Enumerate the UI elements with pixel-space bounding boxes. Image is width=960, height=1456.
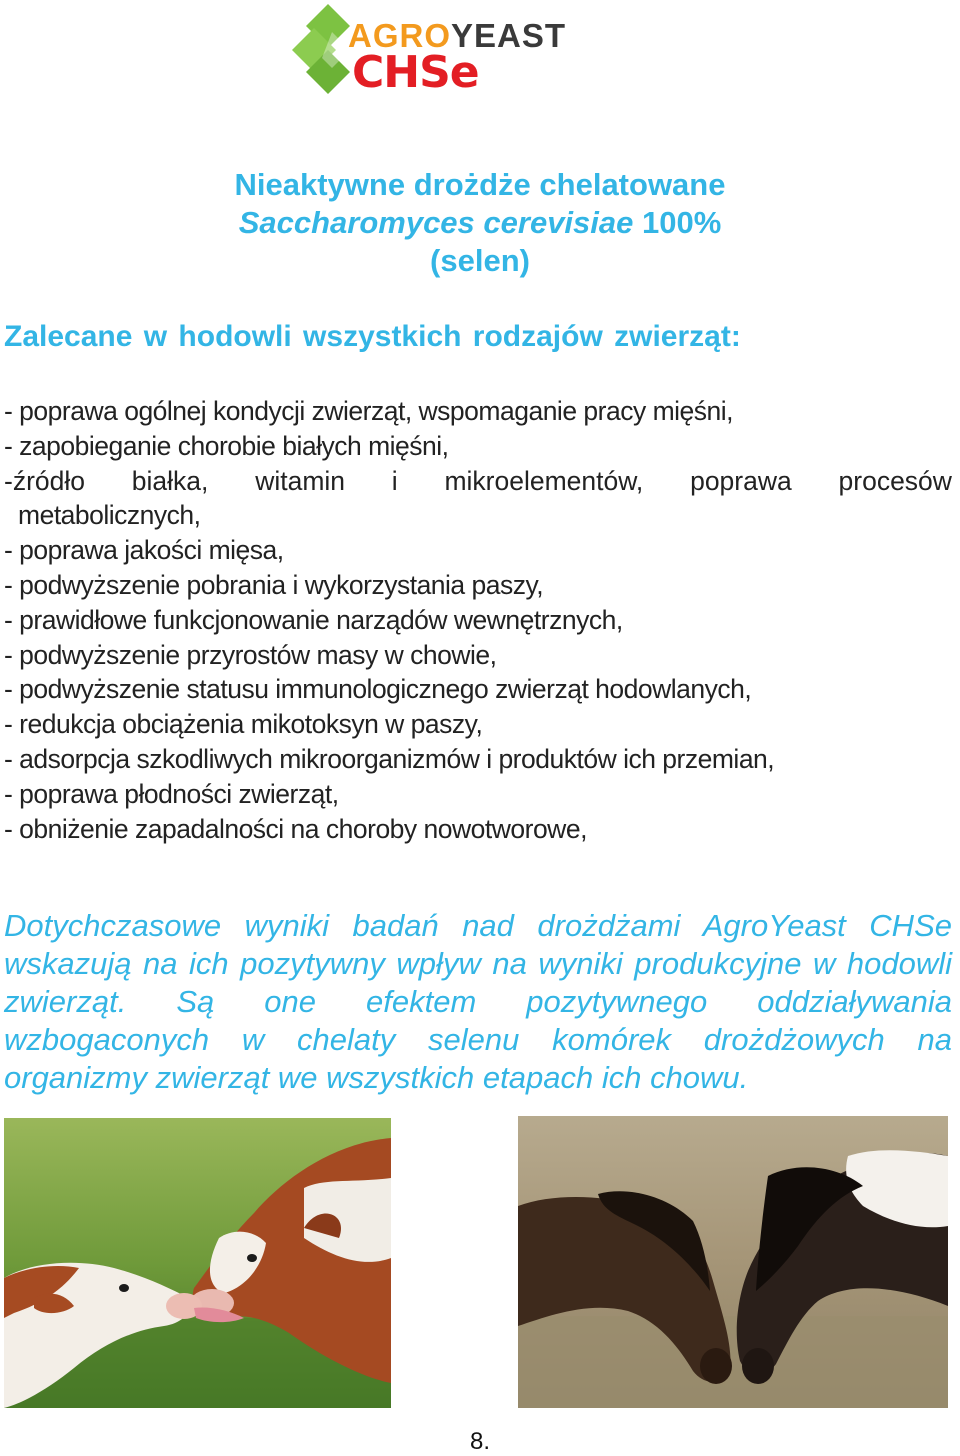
list-item <box>4 464 952 499</box>
list-item: - redukcja obciążenia mikotoksyn w paszy, <box>4 709 483 740</box>
list-item-word: -źródło <box>4 465 86 496</box>
cows-image <box>4 1118 391 1408</box>
recommended-heading: Zalecane w hodowli wszystkich rodzajów zwierząt: <box>4 320 741 353</box>
list-item: - podwyższenie statusu immunologicznego zwierząt hodowlanych, <box>4 674 752 705</box>
list-item: - prawidłowe funkcjonowanie narządów wewnętrznych, <box>4 604 623 635</box>
results-paragraph: Dotychczasowe wyniki badań nad drożdżami AgroYeast CHSe wskazują na ich pozytywny wpływ na wyniki produkcyjne w hodowli zwierząt. Są one efektem pozytywnego oddziaływania wzbogaconych w chelaty selenu komórek drożdżowych na organizmy zwierząt we wszystkich etapach ich chowu. <box>4 908 952 1095</box>
benefits-list <box>4 394 952 846</box>
logo-chse: CHSe <box>352 47 479 98</box>
title-line-3: (selen) <box>430 243 530 278</box>
list-item-word: witamin <box>255 465 346 496</box>
product-title <box>0 166 960 280</box>
list-item-word: mikroelementów, <box>444 465 644 496</box>
horses-photo <box>518 1116 948 1408</box>
list-item-word: i <box>391 465 398 496</box>
list-item: - poprawa płodności zwierząt, <box>4 778 339 809</box>
logo-yeast: YEAST <box>451 17 567 54</box>
title-line-2 <box>0 204 960 242</box>
list-item: - podwyższenie pobrania i wykorzystania paszy, <box>4 569 544 600</box>
title-percentage: 100% <box>633 205 722 240</box>
list-item-continuation: metabolicznych, <box>18 500 201 531</box>
list-item: - adsorpcja szkodliwych mikroorganizmów i produktów ich przemian, <box>4 743 775 774</box>
list-item: - poprawa jakości mięsa, <box>4 535 284 566</box>
logo-agro: AGRO <box>348 17 451 54</box>
list-item-word: procesów <box>838 465 952 496</box>
list-item: - podwyższenie przyrostów masy w chowie, <box>4 639 497 670</box>
title-line-1: Nieaktywne drożdże chelatowane <box>234 167 726 202</box>
cows-photo <box>4 1118 391 1408</box>
species-name: Saccharomyces cerevisiae <box>238 205 634 240</box>
list-item-word: poprawa <box>690 465 792 496</box>
list-item: - obniżenie zapadalności na choroby nowotworowe, <box>4 813 587 844</box>
list-item: - zapobieganie chorobie białych mięśni, <box>4 430 449 461</box>
agroyeast-logo <box>288 2 660 96</box>
list-item-word: białka, <box>131 465 209 496</box>
page-number: 8. <box>469 1428 490 1455</box>
list-item: - poprawa ogólnej kondycji zwierząt, wspomaganie pracy mięśni, <box>4 396 734 426</box>
horses-image <box>518 1116 948 1408</box>
